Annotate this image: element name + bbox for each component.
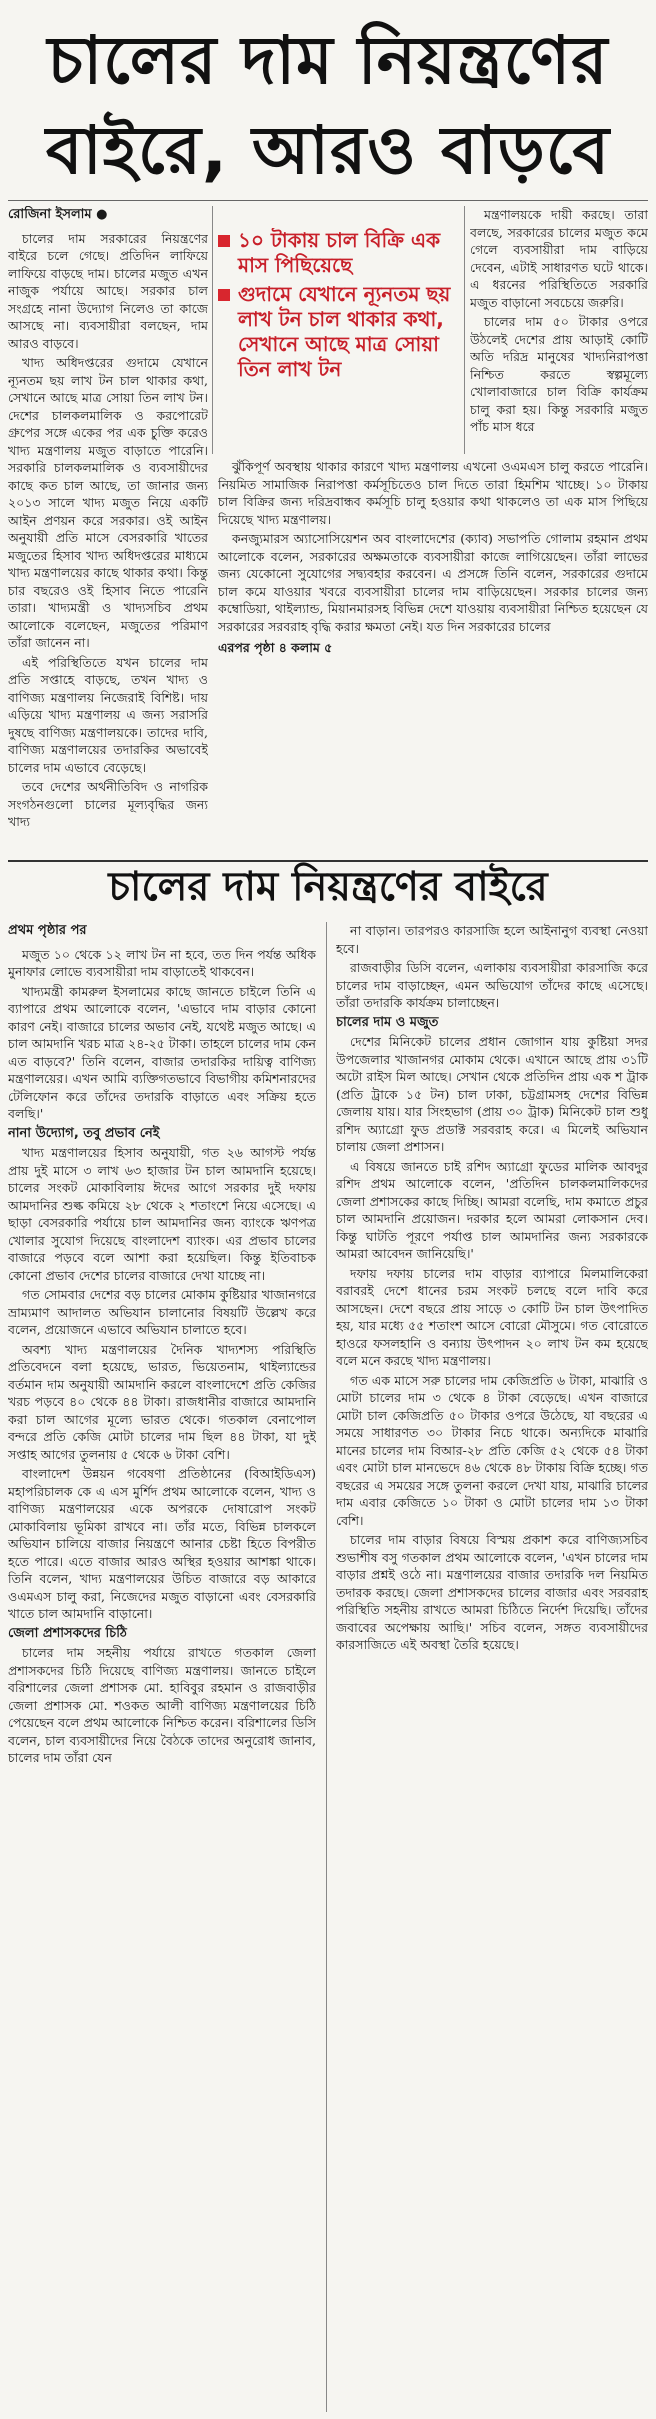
column-divider — [326, 922, 327, 2412]
paragraph: চালের দাম বাড়ার বিষয়ে বিস্ময় প্রকাশ করে বাণিজ্যসচিব শুভাশীষ বসু গতকাল প্রথম আলোকে বলেন, 'এখন চালের দাম বাড়ার প্রশ্নই ওঠে না। মন্ত্রণালয়ের বাজার তদারকি দল নিয়মিত তদারক করছে। জেলা প্রশাসকদের চালের বাজার এবং সরবরাহ পরিস্থিতি সহনীয় রাখতে আমরা চিঠিতে নির্দেশ দিয়েছি। তাঁদের জবাবের অপেক্ষায় আছি।' সচিব বলেন, সঙ্গত ব্যবসায়ীদের কারসাজিতে এই অবস্থা তৈরি হয়েছে। — [336, 1532, 648, 1652]
from-page-label: প্রথম পৃষ্ঠার পর — [8, 923, 87, 938]
column-divider — [212, 206, 213, 454]
headline-divider — [8, 200, 648, 201]
front-column-3 — [470, 206, 648, 456]
headline-line-1: চালের দাম নিয়ন্ত্রণের — [47, 22, 609, 99]
front-wide-block — [218, 458, 648, 858]
paragraph: এই পরিস্থিতিতে যখন চালের দাম প্রতি সপ্তাহে বাড়ছে, তখন খাদ্য ও বাণিজ্য মন্ত্রণালয় নিজেরাই বিশিষ্ট। দায় এড়িয়ে খাদ্য মন্ত্রণালয় এ জন্য সরাসরি দুষছে বাণিজ্য মন্ত্রণালয়কে। তাদের দাবি, বাণিজ্য মন্ত্রণালয়ের তদারকির অভাবেই চালের দাম এভাবে বেড়েছে। — [8, 654, 208, 775]
paragraph: খাদ্য মন্ত্রণালয়ের হিসাব অনুযায়ী, গত ২৬ আগস্ট পর্যন্ত প্রায় দুই মাসে ৩ লাখ ৬৩ হাজার টন চাল আমদানি হয়েছে। চালের সংকট মোকাবিলায় ঈদের আগে সরকার দুই দফায় আমদানির শুল্ক কমিয়ে ২৮ থেকে ২ শতাংশে নিয়ে এসেছে। এ ছাড়া বেসরকারি পর্যায়ে চাল আমদানির জন্য ব্যাংকে ঋণপত্র খোলার সুযোগ দিয়েছে বাংলাদেশ ব্যাংক। এর প্রভাব চালের বাজারে পড়বে বলে আশা করা হয়েছিল। কিন্তু ইতিবাচক কোনো প্রভাব দেশের চালের বাজারে দেখা যাচ্ছে না। — [8, 1145, 316, 1283]
paragraph: না বাড়ান। তারপরও কারসাজি হলে আইনানুগ ব্যবস্থা নেওয়া হবে। — [336, 923, 648, 956]
subheading: নানা উদ্যোগ, তবু প্রভাব নেই — [8, 1125, 160, 1141]
paragraph: অবশ্য খাদ্য মন্ত্রণালয়ের দৈনিক খাদ্যশস্য পরিস্থিতি প্রতিবেদনে বলা হয়েছে, ভারত, ভিয়েতনাম, থাইল্যান্ডের বর্তমান দাম অনুযায়ী আমদানি করলে বাংলাদেশে প্রতি কেজির খরচ পড়বে ৪০ থেকে ৪৪ টাকা। রাজধানীর বাজারে আমদানি করা চাল আগের মূল্যে ভারত থেকে। গতকাল বেনাপোল বন্দরে প্রতি কেজি মোটা চালের দাম ছিল ৪৪ টাকা, যা দুই সপ্তাহ আগের তুলনায় ৫ থেকে ৬ টাকা বেশি। — [8, 1341, 316, 1462]
jump-line: এরপর পৃষ্ঠা ৪ কলাম ৫ — [218, 640, 333, 655]
highlight-item — [218, 282, 458, 382]
paragraph: বাংলাদেশ উন্নয়ন গবেষণা প্রতিষ্ঠানের (বিআইডিএস) মহাপরিচালক কে এ এস মুর্শিদ প্রথম আলোকে বলেন, খাদ্য ও বাণিজ্য মন্ত্রণালয়ের একে অপরকে দোষারোপ সংকট মোকাবিলায় ভূমিকা রাখবে না। তাঁর মতে, বিভিন্ন চালকলে অভিযান চালিয়ে বাজার নিয়ন্ত্রণে আনার চেষ্টা হিতে বিপরীত হতে পারে। এতে বাজার আরও অস্থির হওয়ার আশঙ্কা থাকে। তিনি বলেন, খাদ্য মন্ত্রণালয়ের উচিত বাজারে বড় আকারে ওএমএস চালু করা, নিজেদের মজুত বাড়ানো এবং বেসরকারি খাতে চাল আমদানি বাড়ানো। — [8, 1466, 316, 1621]
front-column-1 — [8, 206, 208, 862]
column-divider — [464, 206, 465, 454]
square-bullet-icon — [218, 289, 230, 301]
paragraph: এ বিষয়ে জানতে চাই রশিদ অ্যাগ্রো ফুডের মালিক আবদুর রশিদ প্রথম আলোকে বলেন, 'প্রতিদিন চালকলমালিকদের জেলা প্রশাসকের কাছে দিচ্ছি। আমরা বলেছি, দাম কমাতে প্রচুর চাল আমদানি প্রয়োজন। দরকার হলে আমরা লোকসান দেব। কিন্তু ঘাটতি পূরণে পর্যাপ্ত চাল আমদানির জন্য সরকারকে আমরা আবেদন জানিয়েছি।' — [336, 1158, 648, 1261]
continuation-left-body — [8, 946, 316, 1767]
paragraph: গত এক মাসে সরু চালের দাম কেজিপ্রতি ৬ টাকা, মাঝারি ও মোটা চালের দাম ৩ থেকে ৪ টাকা বেড়েছে। এখন বাজারে মোটা চাল কেজিপ্রতি ৫০ টাকার ওপরে উঠেছে, যা বছরের এ সময়ে সাধারণত ৩০ টাকার নিচে থাকে। অন্যদিকে মাঝারি মানের চালের দাম বিআর-২৮ প্রতি কেজি ৫২ থেকে ৫৪ টাকা এবং মোটা চাল মানভেদে ৪৬ থেকে ৪৮ টাকায় বিক্রি হচ্ছে। গত বছরের এ সময়ের সঙ্গে তুলনা করলে দেখা যায়, মাঝারি চালের দাম এবার কেজিতে ১০ টাকা ও মোটা চালের দাম ১৩ টাকা বেশি। — [336, 1372, 648, 1528]
paragraph: চালের দাম ৫০ টাকার ওপরে উঠলেই দেশের প্রায় আড়াই কোটি অতি দরিদ্র মানুষের খাদ্যনিরাপত্তা নিশ্চিত করতে স্বল্পমূল্যে খোলাবাজারে চাল বিক্রি কার্যক্রম চালু করা হয়। কিন্তু সরকারি মজুত পাঁচ মাস ধরে — [470, 314, 648, 434]
paragraph: ঝুঁকিপূর্ণ অবস্থায় থাকার কারণে খাদ্য মন্ত্রণালয় এখনো ওএমএস চালু করতে পারেনি। নিয়মিত সামাজিক নিরাপত্তা কর্মসূচিতেও চাল দিতে তারা হিমশিম খাচ্ছে। ১০ টাকায় চাল বিক্রির জন্য দরিদ্রবান্ধব কর্মসূচি চালু হওয়ার কথা থাকলেও তা এক মাস পিছিয়ে দিয়েছে খাদ্য মন্ত্রণালয়। — [218, 459, 648, 527]
highlight-item — [218, 228, 458, 278]
paragraph: গত সোমবার দেশের বড় চালের মোকাম কুষ্টিয়ার খাজানগরে ভ্রাম্যমাণ আদালত অভিযান চালানোর বিষয়টি উল্লেখ করে বলেন, প্রয়োজনে এভাবে অভিযান চালাতে হবে। — [8, 1287, 316, 1337]
paragraph: চালের দাম সহনীয় পর্যায়ে রাখতে গতকাল জেলা প্রশাসকদের চিঠি দিয়েছে বাণিজ্য মন্ত্রণালয়। জানতে চাইলে বরিশালের জেলা প্রশাসক মো. হাবিবুর রহমান ও রাজবাড়ীর জেলা প্রশাসক মো. শওকত আলী বাণিজ্য মন্ত্রণালয়ের চিঠি পেয়েছেন বলে প্রথম আলোকে নিশ্চিত করেন। বরিশালের ডিসি বলেন, চাল ব্যবসায়ীদের নিয়ে বৈঠকে তাদের অনুরোধ জানাব, চালের দাম তাঁরা যেন — [8, 1645, 316, 1765]
continuation-left-column — [8, 922, 316, 2412]
paragraph: দফায় দফায় চালের দাম বাড়ার ব্যাপারে মিলমালিকেরা বরাবরই দেশে ধানের চরম সংকট চলছে বলে দাবি করে আসছেন। দেশে বছরে প্রায় সাড়ে ৩ কোটি টন চাল উৎপাদিত হয়, যার মধ্যে ৫৫ শতাংশ আসে বোরো মৌসুমে। গত বোরোতে হাওরে ফসলহানি ও বন্যায় উৎপাদন ২০ লাখ টন কম হয়েছে বলে মনে করছে খাদ্য মন্ত্রণালয়। — [336, 1265, 648, 1368]
subheading: চালের দাম ও মজুত — [336, 1014, 439, 1030]
byline: রোজিনা ইসলাম ● — [8, 207, 108, 222]
highlight-text: ১০ টাকায় চাল বিক্রি এক মাস পিছিয়েছে — [238, 228, 441, 277]
paragraph: চালের দাম সরকারের নিয়ন্ত্রণের বাইরে চলে গেছে। প্রতিদিন লাফিয়ে লাফিয়ে বাড়ছে দাম। চালের মজুত এখন নাজুক পর্যায়ে আছে। সরকার চাল সংগ্রহে নানা উদ্যোগ নিলেও তা কাজে আসছে না। ব্যবসায়ীরা বলছেন, দাম আরও বাড়বে। — [8, 230, 208, 351]
continuation-headline: চালের দাম নিয়ন্ত্রণের বাইরে — [108, 864, 548, 910]
paragraph: তবে দেশের অর্থনীতিবিদ ও নাগরিক সংগঠনগুলো চালের মূল্যবৃদ্ধির জন্য খাদ্য — [8, 779, 208, 829]
paragraph: খাদ্যমন্ত্রী কামরুল ইসলামের কাছে জানতে চাইলে তিনি এ ব্যাপারে প্রথম আলোকে বলেন, 'এভাবে দাম বাড়ার কোনো কারণ নেই। বাজারে চালের অভাব নেই, যথেষ্ট মজুত আছে। এ চাল আমদানি খরচ মাত্র ২৪-২৫ টাকা। তাহলে চালের দাম কেন এত বাড়বে?' তিনি বলেন, বাজার তদারকির দায়িত্ব বাণিজ্য মন্ত্রণালয়ের। এখন আমি ব্যক্তিগতভাবে বিভাগীয় কমিশনারদের টেলিফোন করে তাঁদের তদারকি বাড়াতে এবং সক্রিয় হতে বলছি।' — [8, 983, 316, 1121]
paragraph: দেশের মিনিকেট চালের প্রধান জোগান যায় কুষ্টিয়া সদর উপজেলার খাজানগর মোকাম থেকে। এখানে আছে প্রায় ৩১টি অটো রাইস মিল আছে। সেখান থেকে প্রতিদিন প্রায় এক শ ট্রাক (প্রতি ট্রাকে ১৫ টন) চাল ঢাকা, চট্টগ্রামসহ দেশের বিভিন্ন জেলায় যায়। যার সিংহভাগ (প্রায় ৩০ ট্রাক) মিনিকেট চাল শুধু রশিদ অ্যাগ্রো ফুড প্রডাক্ট সরবরাহ করে। এ মিলেই অভিযান চালায় জেলা প্রশাসন। — [336, 1034, 648, 1154]
paragraph: কনজ্যুমারস অ্যাসোসিয়েশন অব বাংলাদেশের (ক্যাব) সভাপতি গোলাম রহমান প্রথম আলোকে বলেন, সরকারের অক্ষমতাকে ব্যবসায়ীরা কাজে লাগিয়েছেন। তাঁরা লাভের জন্য যেকোনো সুযোগের সদ্ব্যবহার করবেন। এ প্রসঙ্গে তিনি বলেন, সরকারের গুদামে চাল কমে যাওয়ার খবরে ব্যবসায়ীরা চালের দাম বাড়িয়েছেন। সরকার চালের জন্য কম্বোডিয়া, থাইল্যান্ড, মিয়ানমারসহ বিভিন্ন দেশে যাওয়ায় ব্যবসায়ীরা নিশ্চিত হয়েছেন যে সরকারের সরবরাহ বৃদ্ধি করার ক্ষমতা নেই। যত দিন সরকারের চালের — [218, 531, 648, 634]
square-bullet-icon — [218, 235, 230, 247]
paragraph: রাজবাড়ীর ডিসি বলেন, এলাকায় ব্যবসায়ীরা কারসাজি করে চালের দাম বাড়াচ্ছেন, এমন অভিযোগ তাঁদের কাছে এসেছে। তাঁরা তদারকি কার্যক্রম চালাচ্ছেন। — [336, 960, 648, 1010]
continuation-right-column — [336, 922, 648, 2412]
headline-line-2: বাইরে, আরও বাড়বে — [45, 112, 611, 189]
highlight-text: গুদামে যেখানে ন্যূনতম ছয় লাখ টন চাল থাকার কথা, সেখানে আছে মাত্র সোয়া তিন লাখ টন — [238, 282, 451, 381]
subheading: জেলা প্রশাসকদের চিঠি — [8, 1625, 127, 1641]
highlight-box — [218, 228, 458, 442]
paragraph: মন্ত্রণালয়কে দায়ী করছে। তারা বলছে, সরকারের চালের মজুত কমে গেলে ব্যবসায়ীরা দাম বাড়িয়ে দেবেন, এটাই সাধারণত ঘটে থাকে। এ ধরনের পরিস্থিতিতে সরকারি মজুত বাড়ানো সবচেয়ে জরুরি। — [470, 207, 648, 310]
paragraph: মজুত ১০ থেকে ১২ লাখ টন না হবে, তত দিন পর্যন্ত অধিক মুনাফার লোভে ব্যবসায়ীরা দাম বাড়াতেই থাকবেন। — [8, 946, 316, 979]
paragraph: খাদ্য অধিদপ্তরের গুদামে যেখানে ন্যূনতম ছয় লাখ টন চাল থাকার কথা, সেখানে আছে মাত্র সোয়া তিন লাখ টন। দেশের চালকলমালিক ও করপোরেট গ্রুপের সঙ্গে একের পর এক চুক্তি করেও খাদ্য মন্ত্রণালয় মজুত বাড়াতে পারেনি। সরকারি চালকলমালিক ও ব্যবসায়ীদের কাছে কত চাল আছে, তা জানার জন্য ২০১৩ সালে খাদ্য মজুত নিয়ে একটি আইন প্রণয়ন করে সরকার। ওই আইন অনুযায়ী প্রতি মাসে বেসরকারি খাতের মজুতের হিসাব খাদ্য অধিদপ্তরের মাধ্যমে খাদ্য মন্ত্রণালয়ের কাছে থাকার কথা। কিন্তু চার বছরেও ওই হিসাব নিতে পারেনি তারা। খাদ্যমন্ত্রী ও খাদ্যসচিব প্রথম আলোকে বলেছেন, মজুতের পরিমাণ তাঁরা জানেন না। — [8, 355, 208, 650]
front-column-1-body — [8, 230, 208, 831]
